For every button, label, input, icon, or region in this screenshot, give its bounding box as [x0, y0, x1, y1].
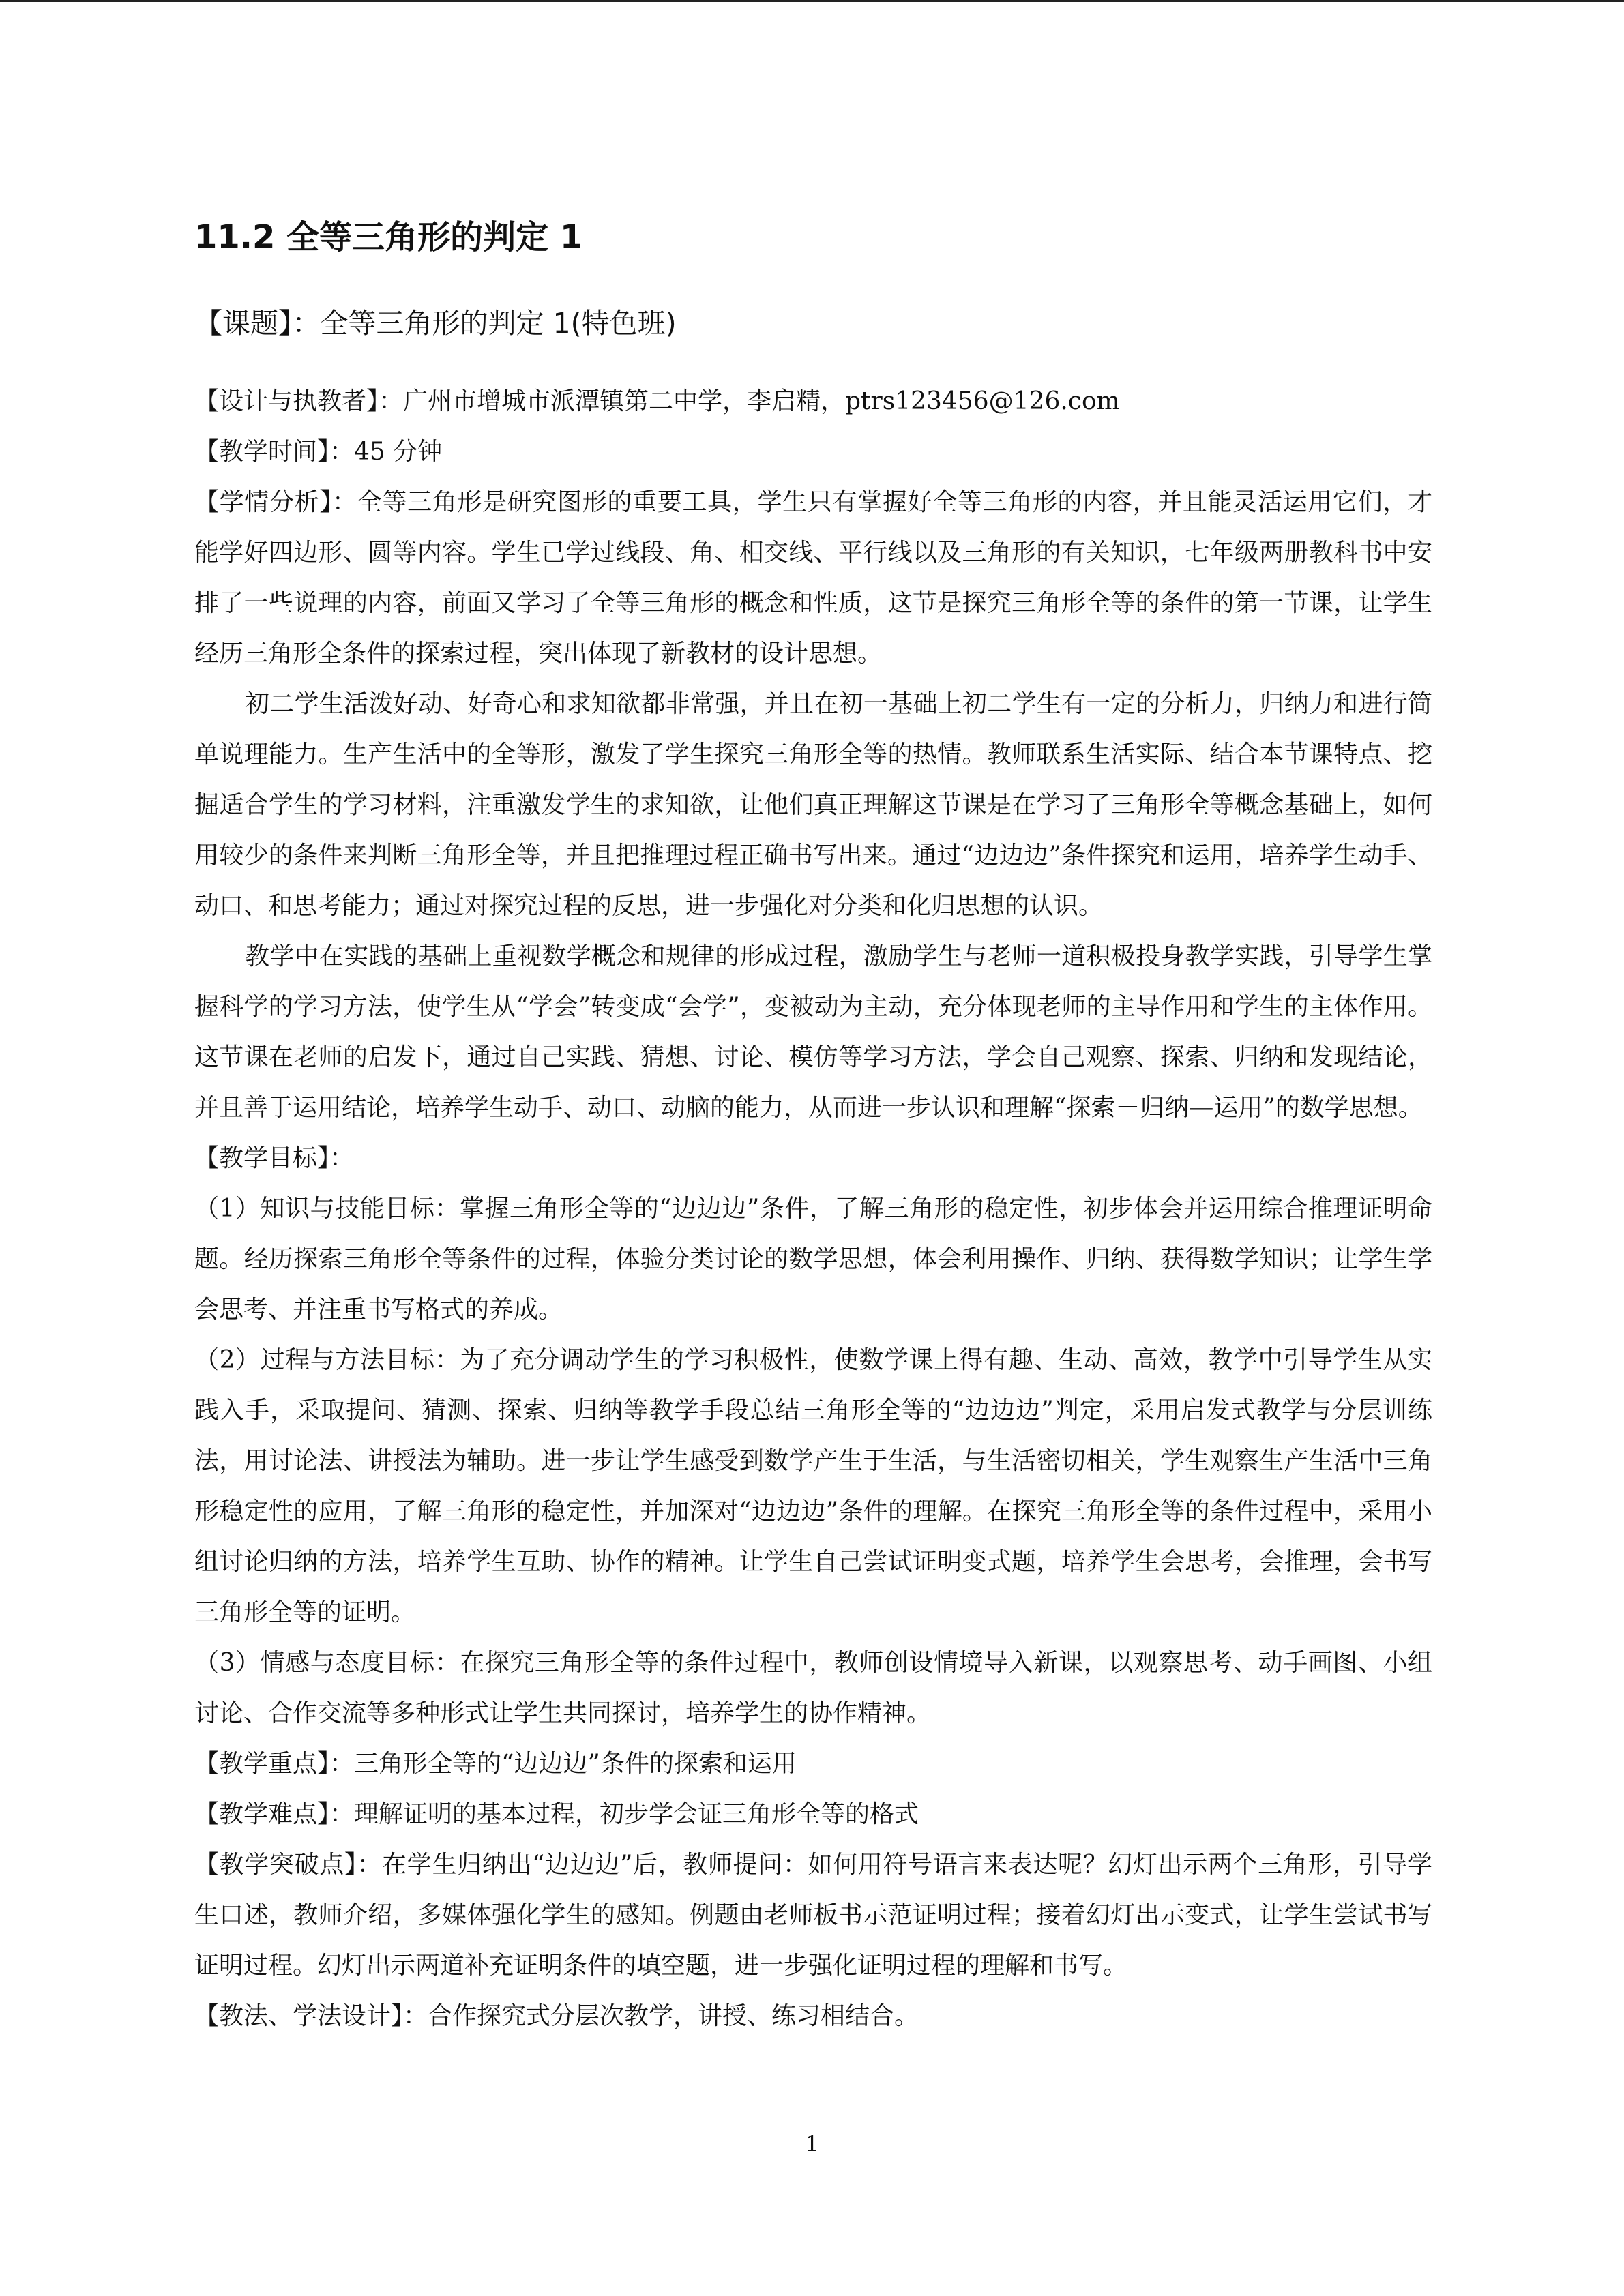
- analysis-paragraph-1: [194, 477, 1432, 679]
- breakthrough-label: 【教学突破点】：: [194, 1851, 383, 1879]
- analysis-paragraph-3: 教学中在实践的基础上重视数学概念和规律的形成过程，激励学生与老师一道积极投身教学实践，引导学生掌握科学的学习方法，使学生从“学会”转变成“会学”，变被动为主动，充分体现老师的主导作用和学生的主体作用。这节课在老师的启发下，通过自己实践、猜想、讨论、模仿等学习方法，学会自己观察、探索、归纳和发现结论，并且善于运用结论，培养学生动手、动口、动脑的能力，从而进一步认识和理解“探索－归纳—运用”的数学思想。: [194, 942, 1432, 1122]
- goals-heading: 【教学目标】：: [194, 1144, 355, 1172]
- document-page: [194, 205, 1432, 2042]
- subject-value: 全等三角形的判定 1(特色班): [320, 307, 677, 340]
- time-line: [194, 427, 1432, 477]
- key-point-label: 【教学重点】：: [194, 1750, 355, 1778]
- analysis-label: 【学情分析】：: [194, 488, 357, 516]
- method-value: 合作探究式分层次教学，讲授、练习相结合。: [428, 2002, 919, 2030]
- time-value: 45 分钟: [354, 438, 443, 466]
- breakthrough-value: 在学生归纳出“边边边”后，教师提问：如何用符号语言来表达呢？幻灯出示两个三角形，引导学生口述，教师介绍，多媒体强化学生的感知。例题由老师板书示范证明过程；接着幻灯出示变式，让学生尝试书写证明过程。幻灯出示两道补充证明条件的填空题，进一步强化证明过程的理解和书写。: [194, 1851, 1432, 1980]
- subject-label: 【课题】：: [194, 307, 321, 340]
- breakthrough-paragraph: [194, 1840, 1432, 1991]
- subject-line: [194, 298, 1432, 348]
- goal-process: （2）过程与方法目标：为了充分调动学生的学习积极性，使数学课上得有趣、生动、高效，教学中引导学生从实践入手，采取提问、猜测、探索、归纳等教学手段总结三角形全等的“边边边”判定，采用启发式教学与分层训练法，用讨论法、讲授法为辅助。进一步让学生感受到数学产生于生活，与生活密切相关，学生观察生产生活中三角形稳定性的应用，了解三角形的稳定性，并加深对“边边边”条件的理解。在探究三角形全等的条件过程中，采用小组讨论归纳的方法，培养学生互助、协作的精神。让学生自己尝试证明变式题，培养学生会思考，会推理，会书写三角形全等的证明。: [194, 1346, 1432, 1626]
- analysis-paragraph-2: 初二学生活泼好动、好奇心和求知欲都非常强，并且在初一基础上初二学生有一定的分析力，归纳力和进行简单说理能力。生产生活中的全等形，激发了学生探究三角形全等的热情。教师联系生活实际、结合本节课特点、挖掘适合学生的学习材料，注重激发学生的求知欲，让他们真正理解这节课是在学习了三角形全等概念基础上，如何用较少的条件来判断三角形全等，并且把推理过程正确书写出来。通过“边边边”条件探究和运用，培养学生动手、动口、和思考能力；通过对探究过程的反思，进一步强化对分类和化归思想的认识。: [194, 690, 1432, 920]
- difficulty-line: [194, 1789, 1432, 1840]
- method-label: 【教法、学法设计】：: [194, 2002, 428, 2030]
- top-border-line: [0, 0, 1624, 2]
- difficulty-label: 【教学难点】：: [194, 1800, 355, 1828]
- analysis-text-1: 全等三角形是研究图形的重要工具，学生只有掌握好全等三角形的内容，并且能灵活运用它们，才能学好四边形、圆等内容。学生已学过线段、角、相交线、平行线以及三角形的有关知识，七年级两册教科书中安排了一些说理的内容，前面又学习了全等三角形的概念和性质，这节是探究三角形全等的条件的第一节课，让学生经历三角形全条件的探索过程，突出体现了新教材的设计思想。: [194, 488, 1432, 668]
- document-title: 11.2 全等三角形的判定 1: [194, 218, 583, 256]
- time-label: 【教学时间】：: [194, 438, 355, 466]
- key-point-line: [194, 1739, 1432, 1789]
- method-line: [194, 1991, 1432, 2042]
- key-point-value: 三角形全等的“边边边”条件的探索和运用: [354, 1750, 797, 1778]
- page-number: 1: [805, 2131, 819, 2157]
- goal-knowledge: （1）知识与技能目标：掌握三角形全等的“边边边”条件，了解三角形的稳定性，初步体会并运用综合推理证明命题。经历探索三角形全等条件的过程，体验分类讨论的数学思想，体会利用操作、归纳、获得数学知识；让学生学会思考、并注重书写格式的养成。: [194, 1195, 1432, 1324]
- designer-line: [194, 376, 1432, 427]
- designer-label: 【设计与执教者】：: [194, 387, 404, 415]
- difficulty-value: 理解证明的基本过程，初步学会证三角形全等的格式: [354, 1800, 919, 1828]
- designer-value: 广州市增城市派潭镇第二中学，李启精，ptrs123456@126.com: [403, 387, 1120, 415]
- goal-emotion: （3）情感与态度目标：在探究三角形全等的条件过程中，教师创设情境导入新课，以观察思考、动手画图、小组讨论、合作交流等多种形式让学生共同探讨，培养学生的协作精神。: [194, 1649, 1432, 1727]
